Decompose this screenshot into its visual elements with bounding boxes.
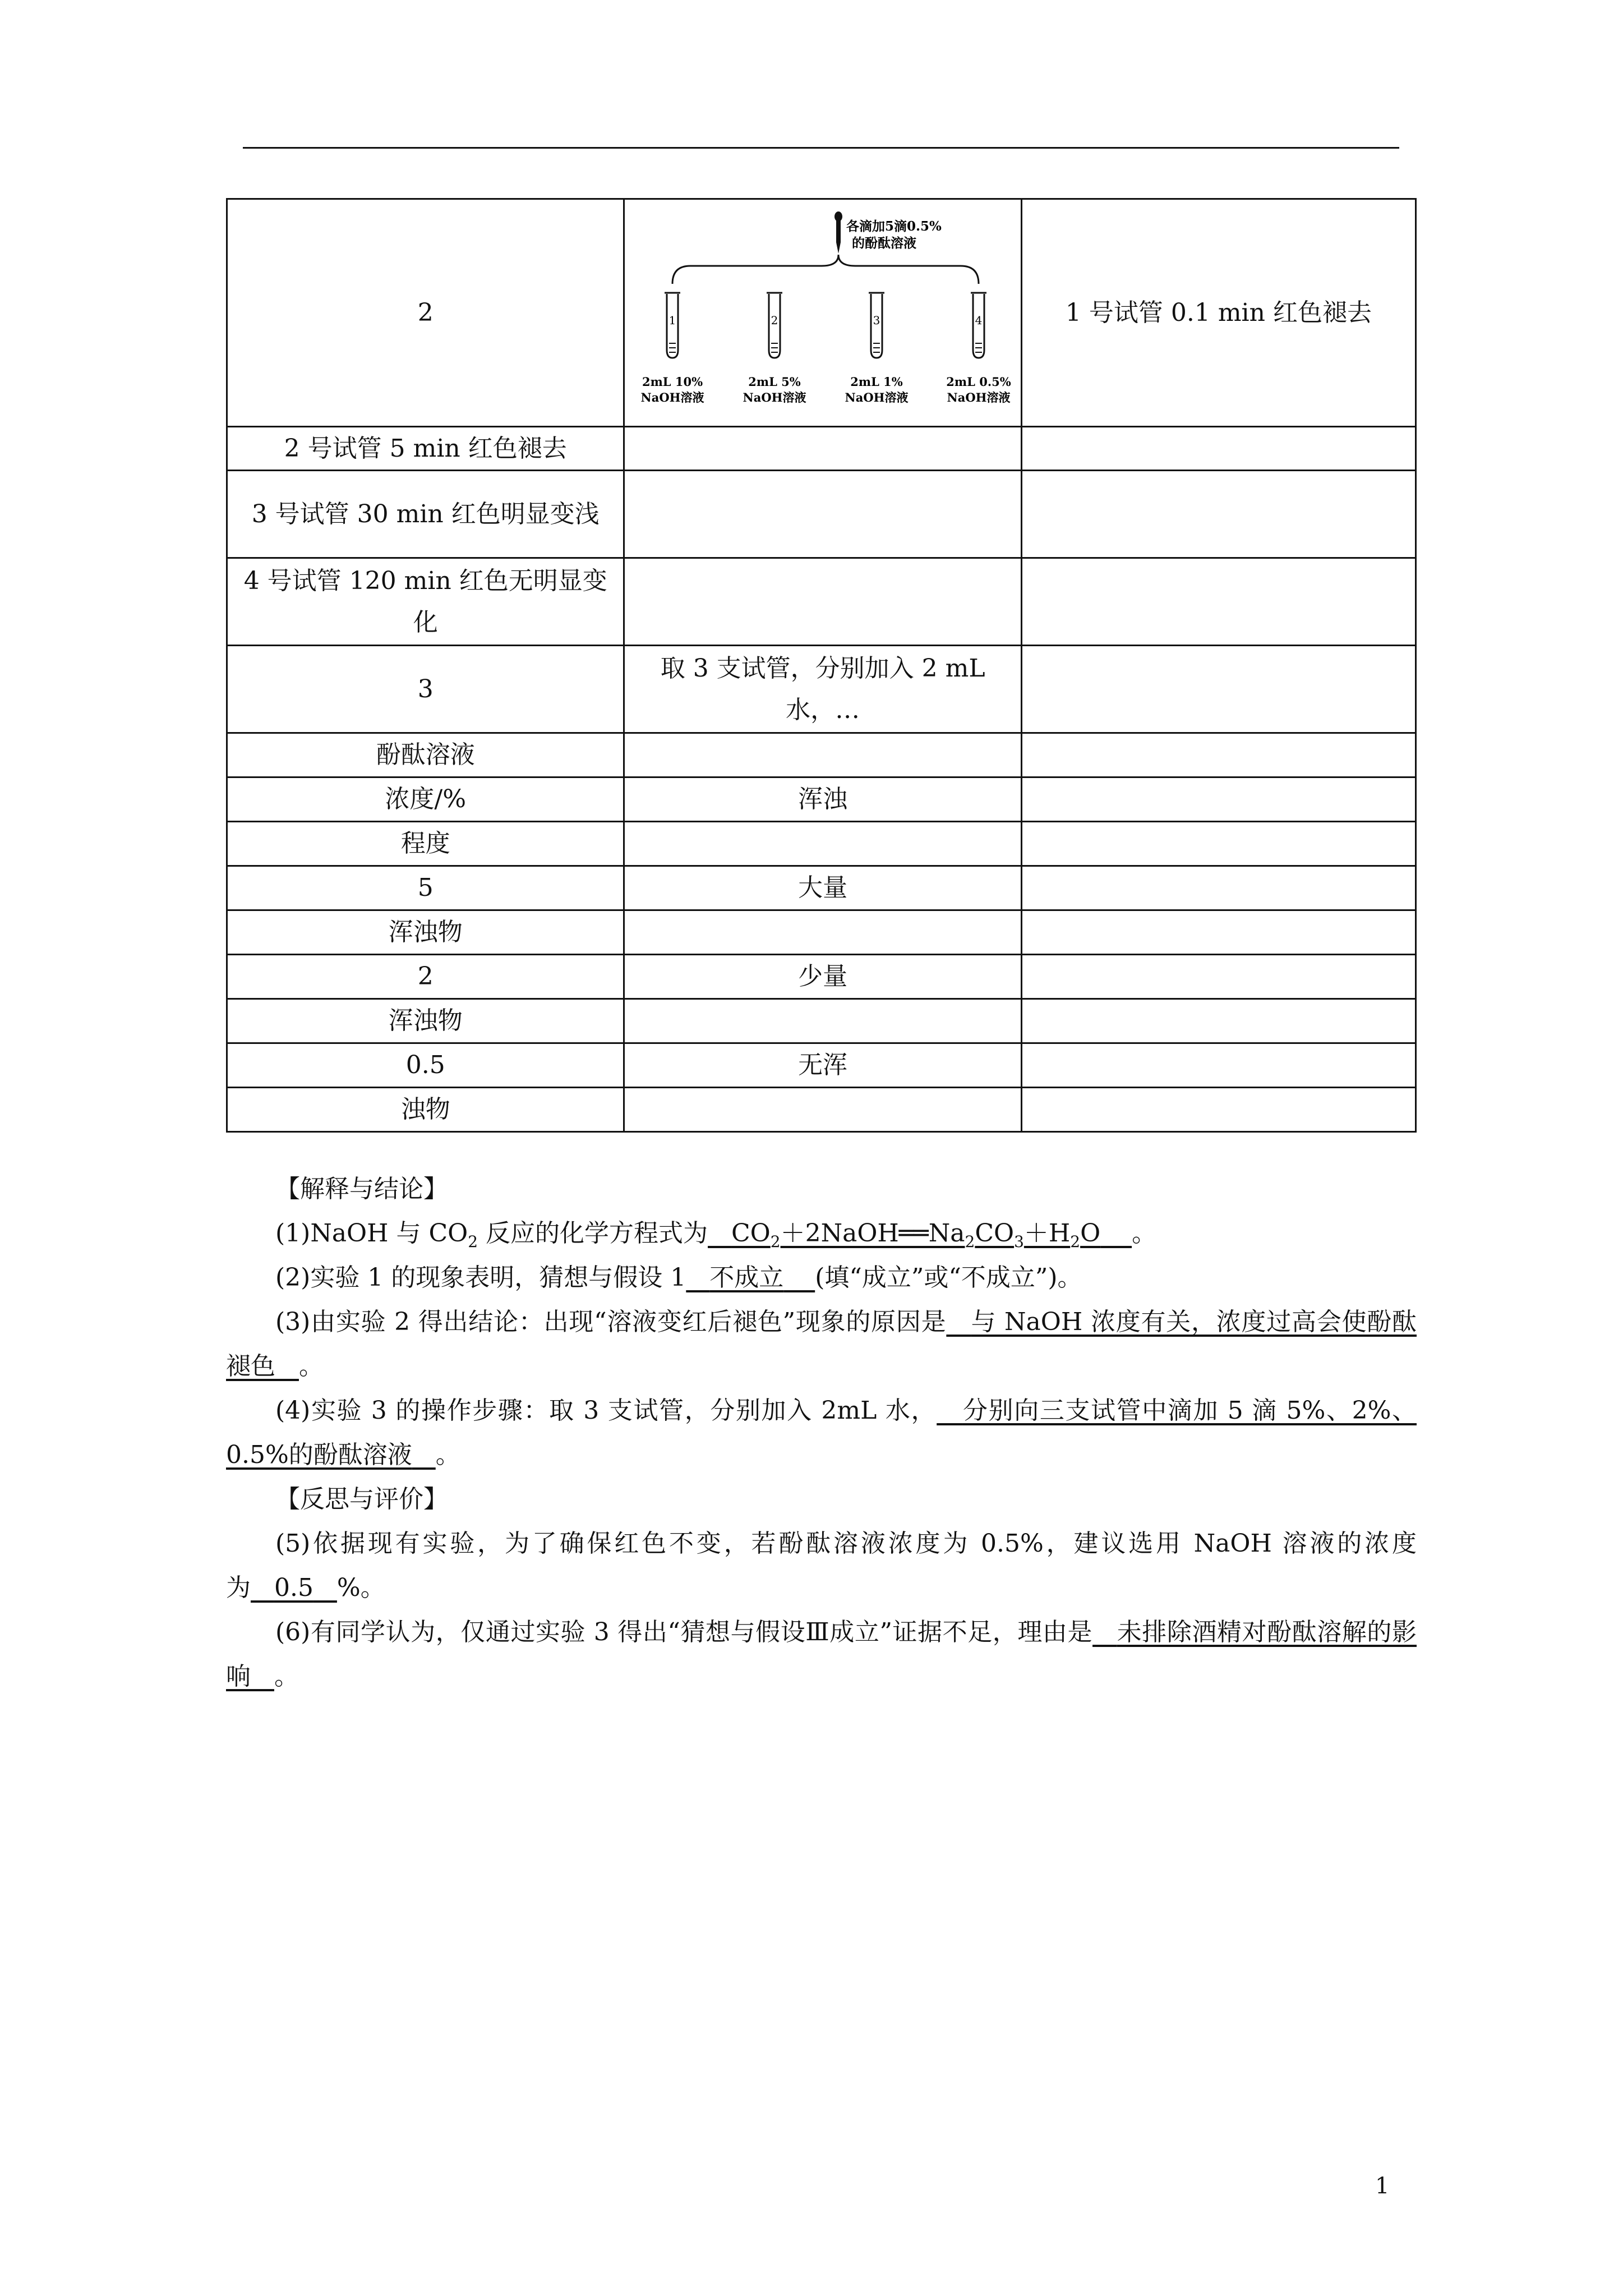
table-cell (1021, 1088, 1415, 1132)
answer-4: 分别向三支试管中滴加 5 滴 5%、2%、0.5%的酚酞溶液 (226, 1396, 1417, 1469)
table-cell: 5 (227, 866, 624, 910)
table-row (227, 955, 1416, 999)
table-cell: 无浑 (624, 1043, 1021, 1088)
table-cell (1021, 733, 1415, 777)
test-tube-number: 2 (771, 314, 778, 327)
table-cell (1021, 955, 1415, 999)
table-cell: 2 (227, 955, 624, 999)
table-cell (1021, 866, 1415, 910)
table-cell: 酚酞溶液 (227, 733, 624, 777)
answer-5: 0.5 (274, 1573, 313, 1602)
test-tube-number: 3 (873, 314, 880, 327)
experiment-table (226, 198, 1417, 1133)
question-2: (2)实验 1 的现象表明，猜想与假设 1 不成立 (填“成立”或“不成立”)。 (275, 1263, 1082, 1292)
table-row (227, 646, 1416, 733)
question-5: (5)依据现有实验，为了确保红色不变，若酚酞溶液浓度为 0.5%，建议选用 NaOH 溶液的浓度为 0.5 %。 (226, 1529, 1417, 1602)
question-6: (6)有同学认为，仅通过实验 3 得出“猜想与假设Ⅲ成立”证据不足，理由是 未排除酒精对酚酞溶解的影响 。 (226, 1618, 1417, 1691)
dropper-icon (834, 211, 842, 254)
table-cell: 2 号试管 5 min 红色褪去 (227, 427, 624, 471)
question-3: (3)由实验 2 得出结论：出现“溶液变红后褪色”现象的原因是 与 NaOH 浓度有关，浓度过高会使酚酞褪色 。 (226, 1308, 1417, 1381)
table-cell (624, 733, 1021, 777)
table-row (227, 910, 1416, 955)
table-cell (1021, 822, 1415, 866)
brace (672, 255, 979, 284)
table-cell (1021, 646, 1415, 733)
table-cell: 大量 (624, 866, 1021, 910)
table-cell: 浑浊 (624, 777, 1021, 822)
test-tube-number: 4 (975, 314, 983, 327)
question-4: (4)实验 3 的操作步骤：取 3 支试管，分别加入 2mL 水， 分别向三支试管中滴加 5 滴 5%、2%、0.5%的酚酞溶液 。 (226, 1396, 1417, 1469)
table-row (227, 471, 1416, 558)
test-tube-2 (743, 293, 806, 404)
table-cell (1021, 777, 1415, 822)
test-tube-1 (641, 293, 704, 404)
table-cell (624, 427, 1021, 471)
table-cell (1021, 471, 1415, 558)
test-tube-label: 2mL 1% (850, 375, 903, 389)
table-cell (624, 471, 1021, 558)
table-row (227, 822, 1416, 866)
test-tube-solution-label: NaOH溶液 (743, 390, 806, 404)
answer-6: 未排除酒精对酚酞溶解的影响 (226, 1618, 1417, 1691)
table-cell (1021, 910, 1415, 955)
test-tube-solution-label: NaOH溶液 (640, 390, 704, 404)
table-cell: 取 3 支试管，分别加入 2 mL 水，… (624, 646, 1021, 733)
table-cell (1021, 1043, 1415, 1088)
table-row (227, 733, 1416, 777)
explanation-section (226, 1167, 1417, 1699)
test-tube-3 (845, 293, 909, 404)
table-row (227, 999, 1416, 1043)
table-cell: 1 号试管 0.1 min 红色褪去 (1021, 199, 1415, 427)
test-tubes (641, 293, 1011, 404)
answer-2: 不成立 (709, 1263, 784, 1292)
table-cell (1021, 999, 1415, 1043)
table-cell (1021, 558, 1415, 646)
test-tube-label: 2mL 10% (642, 375, 703, 389)
test-tube-label: 2mL 0.5% (946, 375, 1011, 389)
header-rule (243, 147, 1399, 149)
table-cell (624, 558, 1021, 646)
table-cell: 少量 (624, 955, 1021, 999)
page-number: 1 (1375, 2173, 1390, 2199)
section-heading: 【反思与评价】 (275, 1485, 448, 1513)
table-row (227, 777, 1416, 822)
table-cell (624, 1088, 1021, 1132)
answer-1: $CO_2+2NaOH══Na_2CO_3+H_2O$ (731, 1219, 1101, 1251)
answer-3: 与 NaOH 浓度有关，浓度过高会使酚酞褪色 (226, 1308, 1417, 1381)
test-tube-4 (946, 293, 1011, 404)
table-cell: 3 号试管 30 min 红色明显变浅 (227, 471, 624, 558)
question-1: (1)NaOH 与 $CO_2$ 反应的化学方程式为 $CO_2+2NaOH══Na_2CO_3+H_2O$ 。 (275, 1219, 1157, 1251)
table-cell: 程度 (227, 822, 624, 866)
dropper-caption-line2: 的酚酞溶液 (852, 236, 917, 251)
table-row (227, 866, 1416, 910)
test-tube-solution-label: NaOH溶液 (845, 390, 909, 404)
table-cell: 浊物 (227, 1088, 624, 1132)
test-tube-solution-label: NaOH溶液 (947, 390, 1011, 404)
table-cell (624, 999, 1021, 1043)
table-cell: 3 (227, 646, 624, 733)
tube-figure-cell (624, 199, 1021, 427)
table-row (227, 427, 1416, 471)
table-row (227, 1088, 1416, 1132)
section-heading: 【解释与结论】 (275, 1175, 448, 1203)
table-cell (624, 910, 1021, 955)
test-tube-number: 1 (668, 314, 676, 327)
table-cell: 浑浊物 (227, 910, 624, 955)
table-cell: 浑浊物 (227, 999, 624, 1043)
dropper-caption-line1: 各滴加5滴0.5% (846, 219, 942, 234)
table-row (227, 1043, 1416, 1088)
table-cell: 4 号试管 120 min 红色无明显变化 (227, 558, 624, 646)
table-row-exp2 (227, 199, 1416, 427)
table-row (227, 558, 1416, 646)
table-cell: 2 (227, 199, 624, 427)
table-cell: 0.5 (227, 1043, 624, 1088)
table-cell: 浓度/% (227, 777, 624, 822)
test-tube-figure (640, 200, 1011, 413)
test-tube-label: 2mL 5% (748, 375, 801, 389)
table-cell (1021, 427, 1415, 471)
table-cell (624, 822, 1021, 866)
